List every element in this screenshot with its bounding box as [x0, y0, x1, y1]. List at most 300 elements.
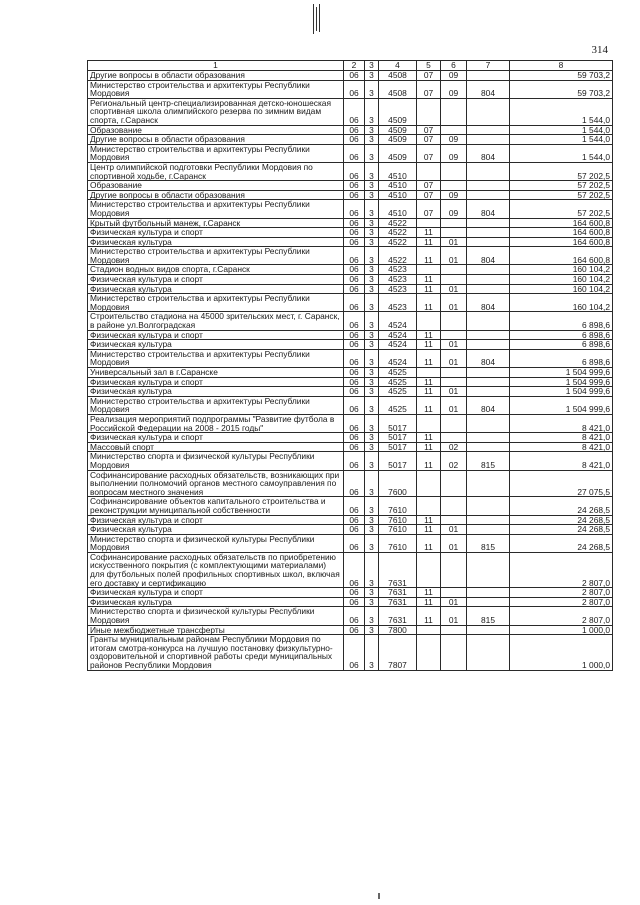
cell-code-5: 11 — [417, 284, 441, 294]
row-name: Реализация мероприятий подпрограммы "Развитие футбола в Российской Федерации на 2008 - 2015 годы" — [88, 414, 344, 432]
cell-code-4: 4523 — [379, 275, 417, 285]
cell-code-3: 3 — [365, 396, 379, 414]
cell-code-2: 06 — [344, 237, 365, 247]
cell-code-2: 06 — [344, 552, 365, 587]
table-row — [88, 625, 613, 635]
cell-code-6: 02 — [441, 452, 467, 470]
cell-code-5: 07 — [417, 200, 441, 218]
table-row — [88, 607, 613, 625]
row-name: Региональный центр-специализированная детско-юношеская спортивная школа олимпийского резерва по зимним видам спорта, г.Саранск — [88, 98, 344, 125]
cell-code-5: 11 — [417, 534, 441, 552]
cell-code-6 — [441, 312, 467, 330]
cell-code-5: 07 — [417, 135, 441, 145]
cell-amount: 59 703,2 — [510, 71, 613, 81]
table-row — [88, 340, 613, 350]
cell-amount: 24 268,5 — [510, 515, 613, 525]
cell-code-6 — [441, 181, 467, 191]
cell-code-3: 3 — [365, 452, 379, 470]
cell-code-3: 3 — [365, 247, 379, 265]
cell-code-3: 3 — [365, 534, 379, 552]
cell-code-2: 06 — [344, 597, 365, 607]
cell-code-2: 06 — [344, 125, 365, 135]
table-row — [88, 71, 613, 81]
cell-code-6 — [441, 635, 467, 670]
cell-amount: 57 202,5 — [510, 190, 613, 200]
cell-code-4: 4524 — [379, 349, 417, 367]
cell-code-4: 4524 — [379, 312, 417, 330]
cell-code-5 — [417, 98, 441, 125]
cell-code-4: 4508 — [379, 80, 417, 98]
cell-code-5: 11 — [417, 247, 441, 265]
cell-code-7 — [467, 414, 510, 432]
cell-code-6: 09 — [441, 200, 467, 218]
cell-code-5: 07 — [417, 190, 441, 200]
table-row — [88, 377, 613, 387]
cell-code-5: 11 — [417, 525, 441, 535]
table-row — [88, 387, 613, 397]
cell-code-6: 01 — [441, 349, 467, 367]
cell-code-6 — [441, 433, 467, 443]
cell-code-6 — [441, 162, 467, 180]
cell-code-7: 804 — [467, 144, 510, 162]
cell-amount: 2 807,0 — [510, 597, 613, 607]
cell-code-6 — [441, 368, 467, 378]
row-name: Физическая культура — [88, 340, 344, 350]
cell-amount: 8 421,0 — [510, 433, 613, 443]
cell-code-3: 3 — [365, 552, 379, 587]
cell-code-2: 06 — [344, 275, 365, 285]
cell-code-4: 4522 — [379, 237, 417, 247]
cell-code-3: 3 — [365, 433, 379, 443]
cell-code-3: 3 — [365, 228, 379, 238]
cell-code-6 — [441, 218, 467, 228]
cell-code-5: 11 — [417, 349, 441, 367]
table-row — [88, 525, 613, 535]
cell-code-7: 804 — [467, 200, 510, 218]
cell-code-5: 11 — [417, 452, 441, 470]
column-header: 8 — [510, 61, 613, 71]
cell-code-7: 815 — [467, 607, 510, 625]
cell-code-4: 4522 — [379, 218, 417, 228]
cell-code-4: 4524 — [379, 330, 417, 340]
cell-amount: 6 898,6 — [510, 312, 613, 330]
cell-code-2: 06 — [344, 470, 365, 497]
cell-code-3: 3 — [365, 162, 379, 180]
cell-code-3: 3 — [365, 275, 379, 285]
table-row — [88, 635, 613, 670]
cell-code-5: 11 — [417, 387, 441, 397]
cell-code-3: 3 — [365, 125, 379, 135]
cell-code-5: 11 — [417, 340, 441, 350]
cell-code-4: 4522 — [379, 247, 417, 265]
cell-code-6 — [441, 228, 467, 238]
cell-code-4: 7610 — [379, 534, 417, 552]
cell-code-6: 09 — [441, 144, 467, 162]
cell-code-2: 06 — [344, 190, 365, 200]
table-row — [88, 470, 613, 497]
table-row — [88, 144, 613, 162]
cell-amount: 1 544,0 — [510, 144, 613, 162]
cell-amount: 1 504 999,6 — [510, 368, 613, 378]
cell-code-2: 06 — [344, 98, 365, 125]
row-name: Министерство строительства и архитектуры Республики Мордовия — [88, 349, 344, 367]
cell-code-7 — [467, 265, 510, 275]
column-header: 2 — [344, 61, 365, 71]
cell-code-4: 7631 — [379, 597, 417, 607]
row-name: Гранты муниципальным районам Республики Мордовия по итогам смотра-конкурса на лучшую постановку физкультурно-оздоровительной и спортивной работы среди муниципальных районов Республики Мордовия — [88, 635, 344, 670]
cell-code-5: 11 — [417, 275, 441, 285]
cell-code-4: 7800 — [379, 625, 417, 635]
cell-code-4: 4510 — [379, 162, 417, 180]
row-name: Другие вопросы в области образования — [88, 71, 344, 81]
cell-code-7 — [467, 181, 510, 191]
cell-code-3: 3 — [365, 237, 379, 247]
cell-amount: 1 544,0 — [510, 98, 613, 125]
cell-code-4: 4525 — [379, 387, 417, 397]
cell-code-3: 3 — [365, 340, 379, 350]
cell-code-4: 7610 — [379, 497, 417, 515]
cell-code-5: 11 — [417, 515, 441, 525]
cell-code-5 — [417, 218, 441, 228]
cell-code-5 — [417, 625, 441, 635]
cell-code-3: 3 — [365, 294, 379, 312]
cell-code-3: 3 — [365, 597, 379, 607]
cell-code-3: 3 — [365, 218, 379, 228]
cell-amount: 164 600,8 — [510, 218, 613, 228]
cell-code-5: 11 — [417, 588, 441, 598]
cell-code-3: 3 — [365, 71, 379, 81]
cell-code-5 — [417, 635, 441, 670]
row-name: Министерство строительства и архитектуры Республики Мордовия — [88, 396, 344, 414]
cell-code-6: 01 — [441, 387, 467, 397]
cell-amount: 6 898,6 — [510, 330, 613, 340]
cell-code-2: 06 — [344, 349, 365, 367]
cell-code-7 — [467, 588, 510, 598]
cell-code-3: 3 — [365, 442, 379, 452]
cell-code-7: 815 — [467, 452, 510, 470]
cell-code-3: 3 — [365, 368, 379, 378]
cell-code-3: 3 — [365, 625, 379, 635]
cell-code-6: 01 — [441, 534, 467, 552]
cell-code-7 — [467, 433, 510, 443]
row-name: Физическая культура и спорт — [88, 377, 344, 387]
cell-amount: 8 421,0 — [510, 442, 613, 452]
row-name: Массовый спорт — [88, 442, 344, 452]
cell-code-7 — [467, 135, 510, 145]
cell-code-2: 06 — [344, 265, 365, 275]
cell-code-3: 3 — [365, 607, 379, 625]
cell-code-6 — [441, 330, 467, 340]
table-row — [88, 396, 613, 414]
cell-code-2: 06 — [344, 368, 365, 378]
scan-mark — [378, 893, 380, 899]
cell-code-2: 06 — [344, 387, 365, 397]
cell-code-2: 06 — [344, 534, 365, 552]
cell-code-3: 3 — [365, 80, 379, 98]
cell-code-4: 7631 — [379, 588, 417, 598]
cell-code-4: 5017 — [379, 433, 417, 443]
table-header-row — [88, 61, 613, 71]
cell-amount: 1 504 999,6 — [510, 387, 613, 397]
cell-code-4: 4510 — [379, 200, 417, 218]
row-name: Физическая культура и спорт — [88, 515, 344, 525]
cell-amount: 6 898,6 — [510, 349, 613, 367]
cell-code-7 — [467, 218, 510, 228]
cell-code-3: 3 — [365, 414, 379, 432]
cell-code-7 — [467, 497, 510, 515]
cell-code-5: 07 — [417, 125, 441, 135]
row-name: Физическая культура и спорт — [88, 330, 344, 340]
cell-code-4: 5017 — [379, 442, 417, 452]
cell-code-4: 7631 — [379, 552, 417, 587]
cell-code-3: 3 — [365, 588, 379, 598]
row-name: Строительство стадиона на 45000 зрительских мест, г. Саранск, в районе ул.Волгоградская — [88, 312, 344, 330]
cell-code-4: 4510 — [379, 190, 417, 200]
row-name: Софинансирование расходных обязательств по приобретению искусственного покрытия (с комплектующими материалами) для футбольных полей профильных спортивных школ, включая его доставку и сертификацию — [88, 552, 344, 587]
table-row — [88, 330, 613, 340]
cell-amount: 1 544,0 — [510, 125, 613, 135]
cell-code-3: 3 — [365, 284, 379, 294]
table-row — [88, 452, 613, 470]
cell-code-7 — [467, 387, 510, 397]
row-name: Центр олимпийской подготовки Республики Мордовия по спортивной ходьбе, г.Саранск — [88, 162, 344, 180]
table-row — [88, 265, 613, 275]
cell-amount: 8 421,0 — [510, 452, 613, 470]
cell-code-7: 815 — [467, 534, 510, 552]
cell-code-7 — [467, 237, 510, 247]
cell-code-7 — [467, 377, 510, 387]
cell-code-5: 11 — [417, 442, 441, 452]
row-name: Министерство строительства и архитектуры Республики Мордовия — [88, 144, 344, 162]
row-name: Физическая культура — [88, 597, 344, 607]
row-name: Министерство строительства и архитектуры Республики Мордовия — [88, 294, 344, 312]
row-name: Софинансирование расходных обязательств, возникающих при выполнении полномочий органов местного самоуправления по вопросам местного значения — [88, 470, 344, 497]
cell-code-2: 06 — [344, 284, 365, 294]
table-row — [88, 442, 613, 452]
cell-code-2: 06 — [344, 330, 365, 340]
table-row — [88, 294, 613, 312]
cell-amount: 1 504 999,6 — [510, 396, 613, 414]
cell-code-5 — [417, 162, 441, 180]
cell-code-6: 01 — [441, 237, 467, 247]
cell-code-6 — [441, 275, 467, 285]
cell-code-4: 4523 — [379, 265, 417, 275]
row-name: Физическая культура и спорт — [88, 228, 344, 238]
cell-code-7: 804 — [467, 294, 510, 312]
row-name: Образование — [88, 125, 344, 135]
row-name: Крытый футбольный манеж, г.Саранск — [88, 218, 344, 228]
row-name: Физическая культура — [88, 387, 344, 397]
table-row — [88, 135, 613, 145]
cell-amount: 6 898,6 — [510, 340, 613, 350]
cell-code-3: 3 — [365, 515, 379, 525]
row-name: Физическая культура и спорт — [88, 275, 344, 285]
cell-code-4: 5017 — [379, 452, 417, 470]
cell-code-2: 06 — [344, 442, 365, 452]
table-row — [88, 80, 613, 98]
row-name: Стадион водных видов спорта, г.Саранск — [88, 265, 344, 275]
cell-code-6 — [441, 470, 467, 497]
table-row — [88, 433, 613, 443]
cell-code-2: 06 — [344, 515, 365, 525]
row-name: Образование — [88, 181, 344, 191]
cell-code-4: 4509 — [379, 125, 417, 135]
cell-code-7 — [467, 552, 510, 587]
cell-code-6 — [441, 125, 467, 135]
cell-code-2: 06 — [344, 294, 365, 312]
cell-code-7 — [467, 470, 510, 497]
cell-code-4: 4509 — [379, 98, 417, 125]
table-row — [88, 275, 613, 285]
cell-code-5: 11 — [417, 294, 441, 312]
cell-code-3: 3 — [365, 312, 379, 330]
cell-code-5 — [417, 470, 441, 497]
cell-code-4: 4525 — [379, 396, 417, 414]
cell-code-5 — [417, 414, 441, 432]
column-header: 3 — [365, 61, 379, 71]
row-name: Министерство строительства и архитектуры Республики Мордовия — [88, 80, 344, 98]
cell-amount: 164 600,8 — [510, 228, 613, 238]
cell-amount: 164 600,8 — [510, 247, 613, 265]
cell-amount: 24 268,5 — [510, 497, 613, 515]
cell-amount: 27 075,5 — [510, 470, 613, 497]
cell-code-5: 11 — [417, 607, 441, 625]
cell-code-5: 07 — [417, 80, 441, 98]
cell-code-5: 11 — [417, 228, 441, 238]
table-row — [88, 228, 613, 238]
cell-code-6: 01 — [441, 284, 467, 294]
cell-code-7 — [467, 284, 510, 294]
cell-code-2: 06 — [344, 588, 365, 598]
cell-code-2: 06 — [344, 607, 365, 625]
cell-code-2: 06 — [344, 340, 365, 350]
cell-code-7 — [467, 275, 510, 285]
cell-code-7: 804 — [467, 349, 510, 367]
cell-code-2: 06 — [344, 135, 365, 145]
cell-code-7 — [467, 442, 510, 452]
cell-code-2: 06 — [344, 247, 365, 265]
cell-amount: 57 202,5 — [510, 162, 613, 180]
cell-amount: 160 104,2 — [510, 294, 613, 312]
cell-amount: 2 807,0 — [510, 588, 613, 598]
cell-amount: 1 000,0 — [510, 635, 613, 670]
row-name: Физическая культура — [88, 525, 344, 535]
cell-code-7 — [467, 368, 510, 378]
binding-mark — [313, 4, 321, 34]
cell-code-4: 4509 — [379, 135, 417, 145]
row-name: Физическая культура и спорт — [88, 588, 344, 598]
column-header: 4 — [379, 61, 417, 71]
cell-code-6 — [441, 515, 467, 525]
row-name: Министерство спорта и физической культуры Республики Мордовия — [88, 452, 344, 470]
cell-code-7 — [467, 635, 510, 670]
cell-code-4: 7610 — [379, 515, 417, 525]
cell-amount: 164 600,8 — [510, 237, 613, 247]
cell-code-6 — [441, 414, 467, 432]
table-row — [88, 312, 613, 330]
cell-code-5: 11 — [417, 377, 441, 387]
cell-code-6: 01 — [441, 525, 467, 535]
row-name: Другие вопросы в области образования — [88, 135, 344, 145]
cell-code-7 — [467, 625, 510, 635]
cell-code-2: 06 — [344, 433, 365, 443]
cell-code-3: 3 — [365, 349, 379, 367]
cell-code-4: 4509 — [379, 144, 417, 162]
cell-amount: 57 202,5 — [510, 200, 613, 218]
cell-code-6: 01 — [441, 294, 467, 312]
cell-code-2: 06 — [344, 312, 365, 330]
table-row — [88, 125, 613, 135]
cell-amount: 24 268,5 — [510, 525, 613, 535]
cell-code-7: 804 — [467, 396, 510, 414]
cell-code-6: 09 — [441, 190, 467, 200]
cell-amount: 24 268,5 — [510, 534, 613, 552]
cell-code-6: 01 — [441, 247, 467, 265]
row-name: Другие вопросы в области образования — [88, 190, 344, 200]
cell-code-7 — [467, 340, 510, 350]
cell-code-7 — [467, 98, 510, 125]
cell-code-5: 11 — [417, 330, 441, 340]
cell-code-5: 11 — [417, 396, 441, 414]
cell-code-5: 07 — [417, 71, 441, 81]
table-row — [88, 247, 613, 265]
table-row — [88, 284, 613, 294]
cell-code-5 — [417, 497, 441, 515]
cell-code-4: 7807 — [379, 635, 417, 670]
cell-code-6: 09 — [441, 135, 467, 145]
cell-code-5 — [417, 265, 441, 275]
cell-code-2: 06 — [344, 635, 365, 670]
cell-code-3: 3 — [365, 190, 379, 200]
cell-code-5: 11 — [417, 597, 441, 607]
cell-code-6 — [441, 625, 467, 635]
cell-code-4: 4510 — [379, 181, 417, 191]
cell-amount: 1 000,0 — [510, 625, 613, 635]
column-header: 5 — [417, 61, 441, 71]
cell-amount: 160 104,2 — [510, 265, 613, 275]
table-row — [88, 190, 613, 200]
cell-amount: 1 544,0 — [510, 135, 613, 145]
cell-code-2: 06 — [344, 497, 365, 515]
table-row — [88, 368, 613, 378]
cell-code-2: 06 — [344, 71, 365, 81]
cell-code-6: 09 — [441, 80, 467, 98]
cell-code-7 — [467, 162, 510, 180]
cell-code-3: 3 — [365, 144, 379, 162]
cell-code-4: 4523 — [379, 284, 417, 294]
cell-code-7 — [467, 515, 510, 525]
cell-code-3: 3 — [365, 200, 379, 218]
column-header: 6 — [441, 61, 467, 71]
table-row — [88, 218, 613, 228]
table-row — [88, 597, 613, 607]
cell-code-4: 4508 — [379, 71, 417, 81]
row-name: Физическая культура — [88, 237, 344, 247]
cell-amount: 2 807,0 — [510, 607, 613, 625]
cell-code-6 — [441, 588, 467, 598]
cell-code-7 — [467, 71, 510, 81]
cell-code-7: 804 — [467, 247, 510, 265]
table-row — [88, 588, 613, 598]
cell-code-2: 06 — [344, 144, 365, 162]
table-row — [88, 515, 613, 525]
column-header: 1 — [88, 61, 344, 71]
cell-code-6 — [441, 265, 467, 275]
cell-code-6 — [441, 552, 467, 587]
cell-code-6: 09 — [441, 71, 467, 81]
cell-code-4: 4525 — [379, 377, 417, 387]
cell-code-6 — [441, 497, 467, 515]
